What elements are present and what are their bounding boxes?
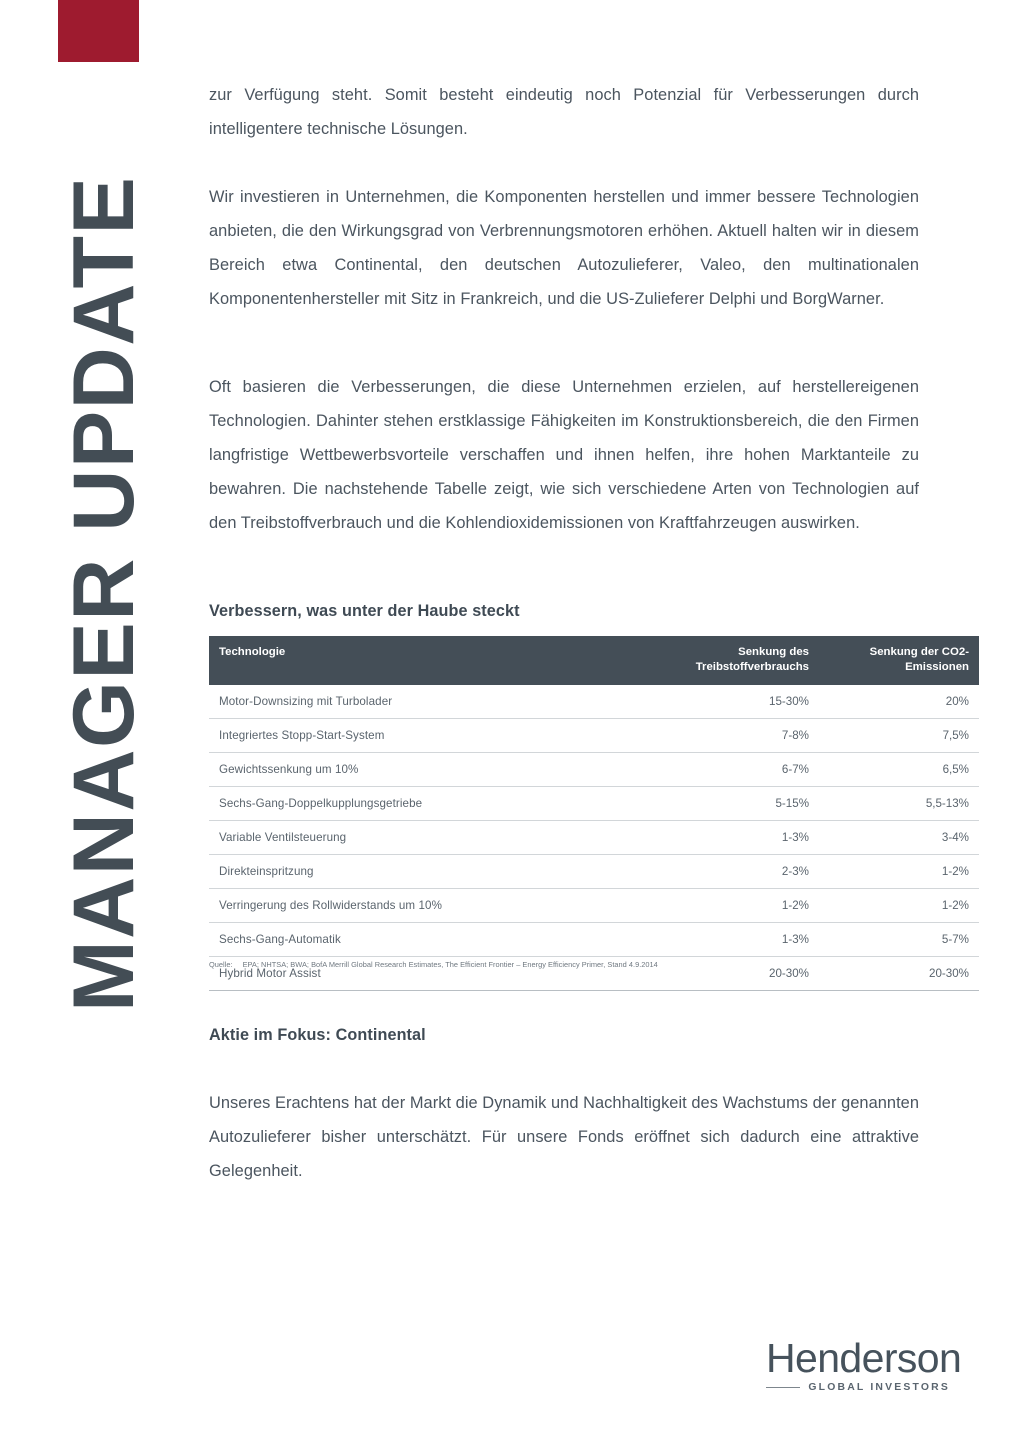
cell-co2-reduction: 6,5% xyxy=(819,753,979,787)
cell-fuel-reduction: 6-7% xyxy=(649,753,819,787)
table-heading: Verbessern, was unter der Haube steckt xyxy=(209,602,520,620)
column-header-fuel-line1: Senkung des xyxy=(738,646,809,658)
cell-fuel-reduction: 20-30% xyxy=(649,957,819,991)
logo-tagline: GLOBAL INVESTORS xyxy=(808,1382,950,1393)
technology-table-container xyxy=(209,636,969,991)
column-header-co2-reduction xyxy=(819,636,979,685)
table-header-row xyxy=(209,636,979,685)
logo-rule-divider xyxy=(766,1387,800,1388)
masthead-title-text: MANAGER UPDATE xyxy=(56,175,152,1012)
henderson-logo xyxy=(766,1335,962,1393)
cell-fuel-reduction: 15-30% xyxy=(649,685,819,719)
column-header-fuel-line2: Treibstoffverbrauchs xyxy=(695,661,809,673)
cell-fuel-reduction: 1-2% xyxy=(649,889,819,923)
cell-technology: Verringerung des Rollwiderstands um 10% xyxy=(209,889,649,923)
table-row xyxy=(209,753,979,787)
table-row xyxy=(209,923,979,957)
cell-technology: Hybrid Motor Assist xyxy=(209,957,649,991)
column-header-co2-line1: Senkung der CO2- xyxy=(869,646,969,658)
paragraph-4: Unseres Erachtens hat der Markt die Dynamik und Nachhaltigkeit des Wachstums der genannten Autozulieferer bisher unterschätzt. Für unsere Fonds eröffnet sich dadurch eine attraktive Gelegenheit. xyxy=(209,1094,919,1180)
cell-co2-reduction: 5-7% xyxy=(819,923,979,957)
masthead-sidebar xyxy=(0,0,200,1440)
masthead-title-rotated xyxy=(56,0,152,1012)
cell-co2-reduction: 1-2% xyxy=(819,855,979,889)
cell-fuel-reduction: 5-15% xyxy=(649,787,819,821)
table-row xyxy=(209,787,979,821)
table-source-note xyxy=(209,959,919,970)
table-row xyxy=(209,685,979,719)
cell-technology: Direkteinspritzung xyxy=(209,855,649,889)
table-row xyxy=(209,719,979,753)
logo-wordmark: Henderson xyxy=(766,1335,962,1381)
cell-fuel-reduction: 1-3% xyxy=(649,821,819,855)
cell-co2-reduction: 20% xyxy=(819,685,979,719)
paragraph-3: Oft basieren die Verbesserungen, die diese Unternehmen erzielen, auf herstellereigenen Technologien. Dahinter stehen erstklassige Fähigkeiten im Konstruktionsbereich, die den Firmen langfristige Wettbewerbsvorteile verschaffen und ihnen helfen, ihre hohen Marktanteile zu bewahren. Die nachstehende Tabelle zeigt, wie sich verschiedene Arten von Technologien auf den Treibstoffverbrauch und die Kohlendioxidemissionen von Kraftfahrzeugen auswirken. xyxy=(209,378,919,532)
column-header-co2-line2: Emissionen xyxy=(905,661,969,673)
column-header-technology: Technologie xyxy=(209,636,649,685)
cell-technology: Gewichtssenkung um 10% xyxy=(209,753,649,787)
cell-fuel-reduction: 2-3% xyxy=(649,855,819,889)
cell-fuel-reduction: 1-3% xyxy=(649,923,819,957)
table-head xyxy=(209,636,979,685)
paragraph-1: zur Verfügung steht. Somit besteht eindeutig noch Potenzial für Verbesserungen durch intelligentere technische Lösungen. xyxy=(209,86,919,138)
cell-technology: Sechs-Gang-Doppelkupplungsgetriebe xyxy=(209,787,649,821)
cell-technology: Integriertes Stopp-Start-System xyxy=(209,719,649,753)
column-header-fuel-reduction xyxy=(649,636,819,685)
logo-tagline-row xyxy=(766,1382,950,1393)
cell-co2-reduction: 7,5% xyxy=(819,719,979,753)
table-body xyxy=(209,685,979,991)
cell-technology: Sechs-Gang-Automatik xyxy=(209,923,649,957)
cell-technology: Motor-Downsizing mit Turbolader xyxy=(209,685,649,719)
cell-co2-reduction: 5,5-13% xyxy=(819,787,979,821)
table-row xyxy=(209,889,979,923)
focus-heading: Aktie im Fokus: Continental xyxy=(209,1026,426,1044)
source-label: Quelle: xyxy=(209,960,233,969)
table-row xyxy=(209,855,979,889)
cell-co2-reduction: 20-30% xyxy=(819,957,979,991)
cell-technology: Variable Ventilsteuerung xyxy=(209,821,649,855)
cell-co2-reduction: 1-2% xyxy=(819,889,979,923)
technology-table xyxy=(209,636,979,991)
document-content xyxy=(209,0,969,1440)
source-text: EPA; NHTSA; BWA; BofA Merrill Global Research Estimates, The Efficient Frontier – Energy Efficiency Primer, Stand 4.9.2014 xyxy=(242,960,658,969)
paragraph-2: Wir investieren in Unternehmen, die Komponenten herstellen und immer bessere Technologien anbieten, die den Wirkungsgrad von Verbrennungsmotoren erhöhen. Aktuell halten wir in diesem Bereich etwa Continental, den deutschen Autozulieferer, Valeo, den multinationalen Komponentenhersteller mit Sitz in Frankreich, und die US-Zulieferer Delphi und BorgWarner. xyxy=(209,188,919,308)
table-row xyxy=(209,821,979,855)
cell-co2-reduction: 3-4% xyxy=(819,821,979,855)
cell-fuel-reduction: 7-8% xyxy=(649,719,819,753)
